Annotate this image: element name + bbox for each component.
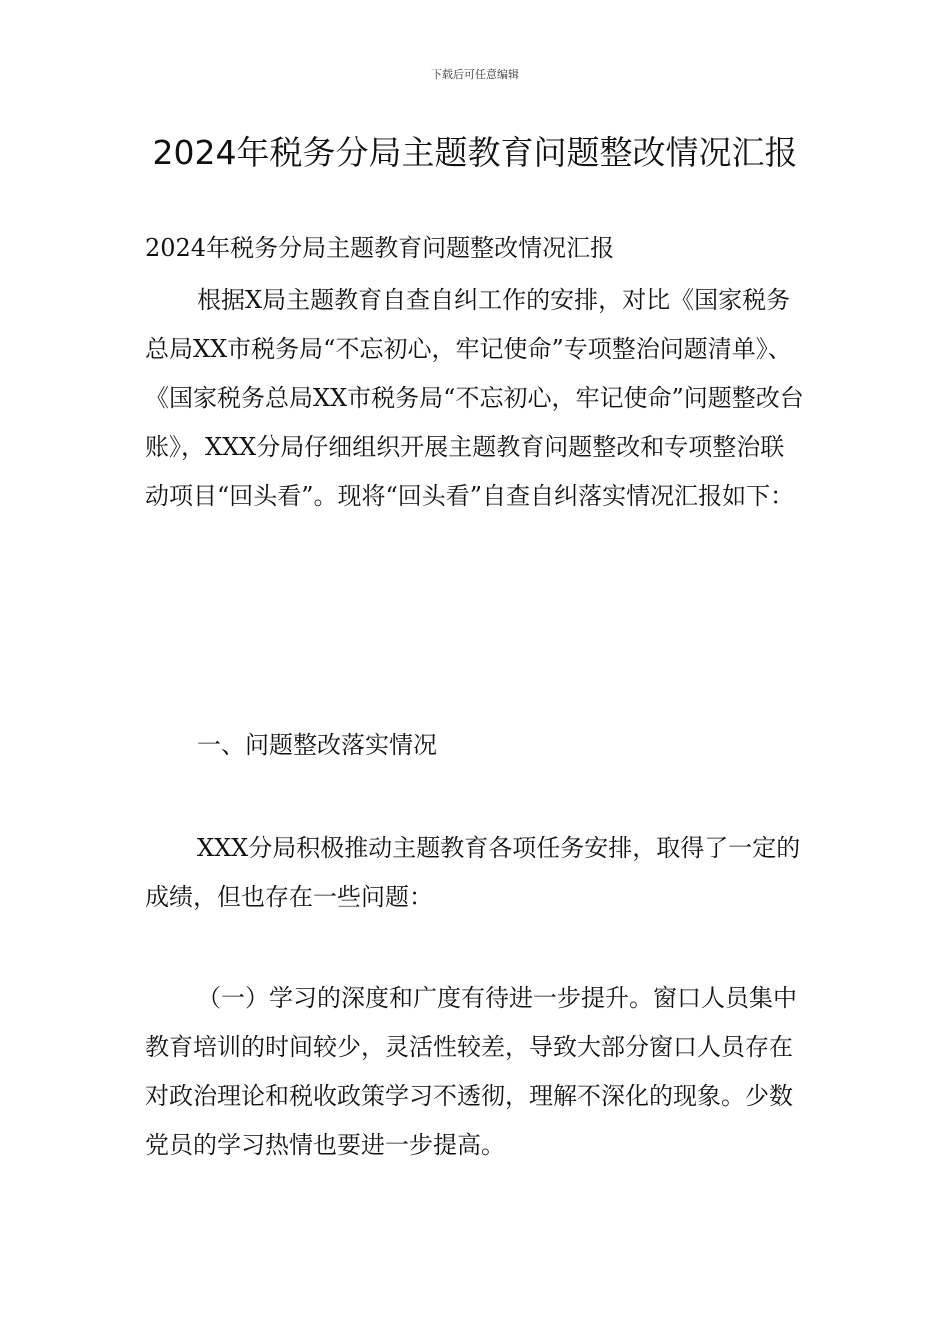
- document-subtitle: 2024年税务分局主题教育问题整改情况汇报: [145, 234, 615, 262]
- intro-paragraph: 根据X局主题教育自查自纠工作的安排，对比《国家税务总局XX市税务局“不忘初心，牢记使命”专项整治问题清单》、《国家税务总局XX市税务局“不忘初心，牢记使命”问题整改台账》，XXX分局仔细组织开展主题教育问题整改和专项整治联动项目“回头看”。现将“回头看”自查自纠落实情况汇报如下：: [145, 286, 804, 510]
- body-paragraph: XXX分局积极推动主题教育各项任务安排，取得了一定的成绩，但也存在一些问题：: [145, 834, 801, 911]
- header-note: 下载后可任意编辑: [431, 68, 519, 81]
- document-title: 2024年税务分局主题教育问题整改情况汇报: [152, 133, 798, 172]
- section-heading: 一、问题整改落实情况: [197, 731, 437, 759]
- body-paragraph: （一）学习的深度和广度有待进一步提升。窗口人员集中教育培训的时间较少，灵活性较差，导致大部分窗口人员存在对政治理论和税收政策学习不透彻，理解不深化的现象。少数党员的学习热情也要进一步提高。: [145, 984, 797, 1159]
